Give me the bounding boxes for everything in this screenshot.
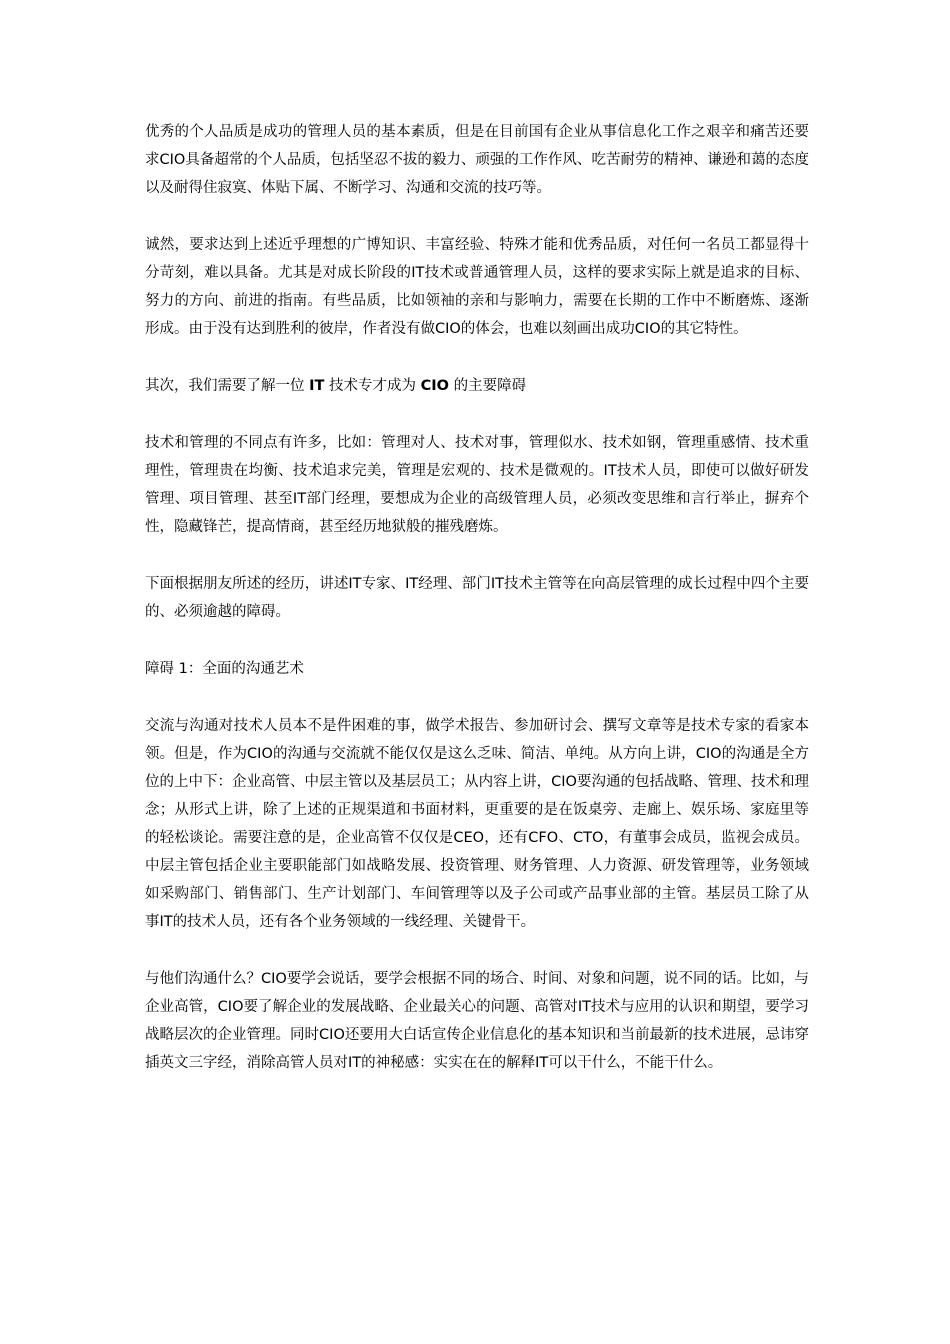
document-body [145,118,809,1106]
heading-bold-it: IT [309,378,325,394]
heading-text-3: 的主要障碍 [449,378,527,394]
paragraph-tech-vs-management: 技术和管理的不同点有许多，比如：管理对人、技术对事，管理似水、技术如钢，管理重感情、技术重理性，管理贵在均衡、技术追求完美，管理是宏观的、技术是微观的。IT技术人员，即使可以做好研发管理、项目管理、甚至IT部门经理，要想成为企业的高级管理人员，必须改变思维和言行举止，摒弃个性，隐藏锋芒，提高情商，甚至经历地狱般的摧残磨炼。 [145,435,809,535]
paragraph-four-obstacles-intro: 下面根据朋友所述的经历，讲述IT专家、IT经理、部门IT技术主管等在向高层管理的成长过程中四个主要的、必须逾越的障碍。 [145,576,809,620]
heading-text-1: 其次，我们需要了解一位 [145,378,310,394]
paragraph-ideal-requirements: 诚然，要求达到上述近乎理想的广博知识、丰富经验、特殊才能和优秀品质，对任何一名员工都显得十分苛刻，难以具备。尤其是对成长阶段的IT技术或普通管理人员，这样的要求实际上就是追求的目标、努力的方向、前进的指南。有些品质，比如领袖的亲和与影响力，需要在长期的工作中不断磨炼、逐渐形成。由于没有达到胜利的彼岸，作者没有做CIO的体会，也难以刻画出成功CIO的其它特性。 [145,237,809,337]
paragraph-communication: 交流与沟通对技术人员本不是件困难的事，做学术报告、参加研讨会、撰写文章等是技术专家的看家本领。但是，作为CIO的沟通与交流就不能仅仅是这么乏味、简洁、单纯。从方向上讲，CIO的沟通是全方位的上中下：企业高管、中层主管以及基层员工；从内容上讲，CIO要沟通的包括战略、管理、技术和理念；从形式上讲，除了上述的正规渠道和书面材料，更重要的是在饭桌旁、走廊上、娱乐场、家庭里等的轻松谈论。需要注意的是，企业高管不仅仅是CEO，还有CFO、CTO，有董事会成员，监视会成员。中层主管包括企业主要职能部门如战略发展、投资管理、财务管理、人力资源、研发管理等，业务领域如采购部门、销售部门、生产计划部门、车间管理等以及子公司或产品事业部的主管。基层员工除了从事IT的技术人员，还有各个业务领域的一线经理、关键骨干。 [145,718,809,930]
heading-text-2: 技术专才成为 [324,378,421,394]
section-heading-main-obstacles [145,372,809,400]
heading-bold-cio: CIO [420,378,449,394]
subheading-obstacle-1: 障碍 1：全面的沟通艺术 [145,661,304,677]
paragraph-personal-qualities: 优秀的个人品质是成功的管理人员的基本素质，但是在目前国有企业从事信息化工作之艰辛和痛苦还要求CIO具备超常的个人品质，包括坚忍不拔的毅力、顽强的工作作风、吃苦耐劳的精神、谦逊和蔼的态度以及耐得住寂寞、体贴下属、不断学习、沟通和交流的技巧等。 [145,124,809,196]
paragraph-what-to-communicate: 与他们沟通什么？CIO要学会说话，要学会根据不同的场合、时间、对象和问题，说不同的话。比如，与企业高管，CIO要了解企业的发展战略、企业最关心的问题、高管对IT技术与应用的认识和期望，要学习战略层次的企业管理。同时CIO还要用大白话宣传企业信息化的基本知识和当前最新的技术进展，忌讳穿插英文三字经，消除高管人员对IT的神秘感：实实在在的解释IT可以干什么，不能干什么。 [145,971,809,1071]
